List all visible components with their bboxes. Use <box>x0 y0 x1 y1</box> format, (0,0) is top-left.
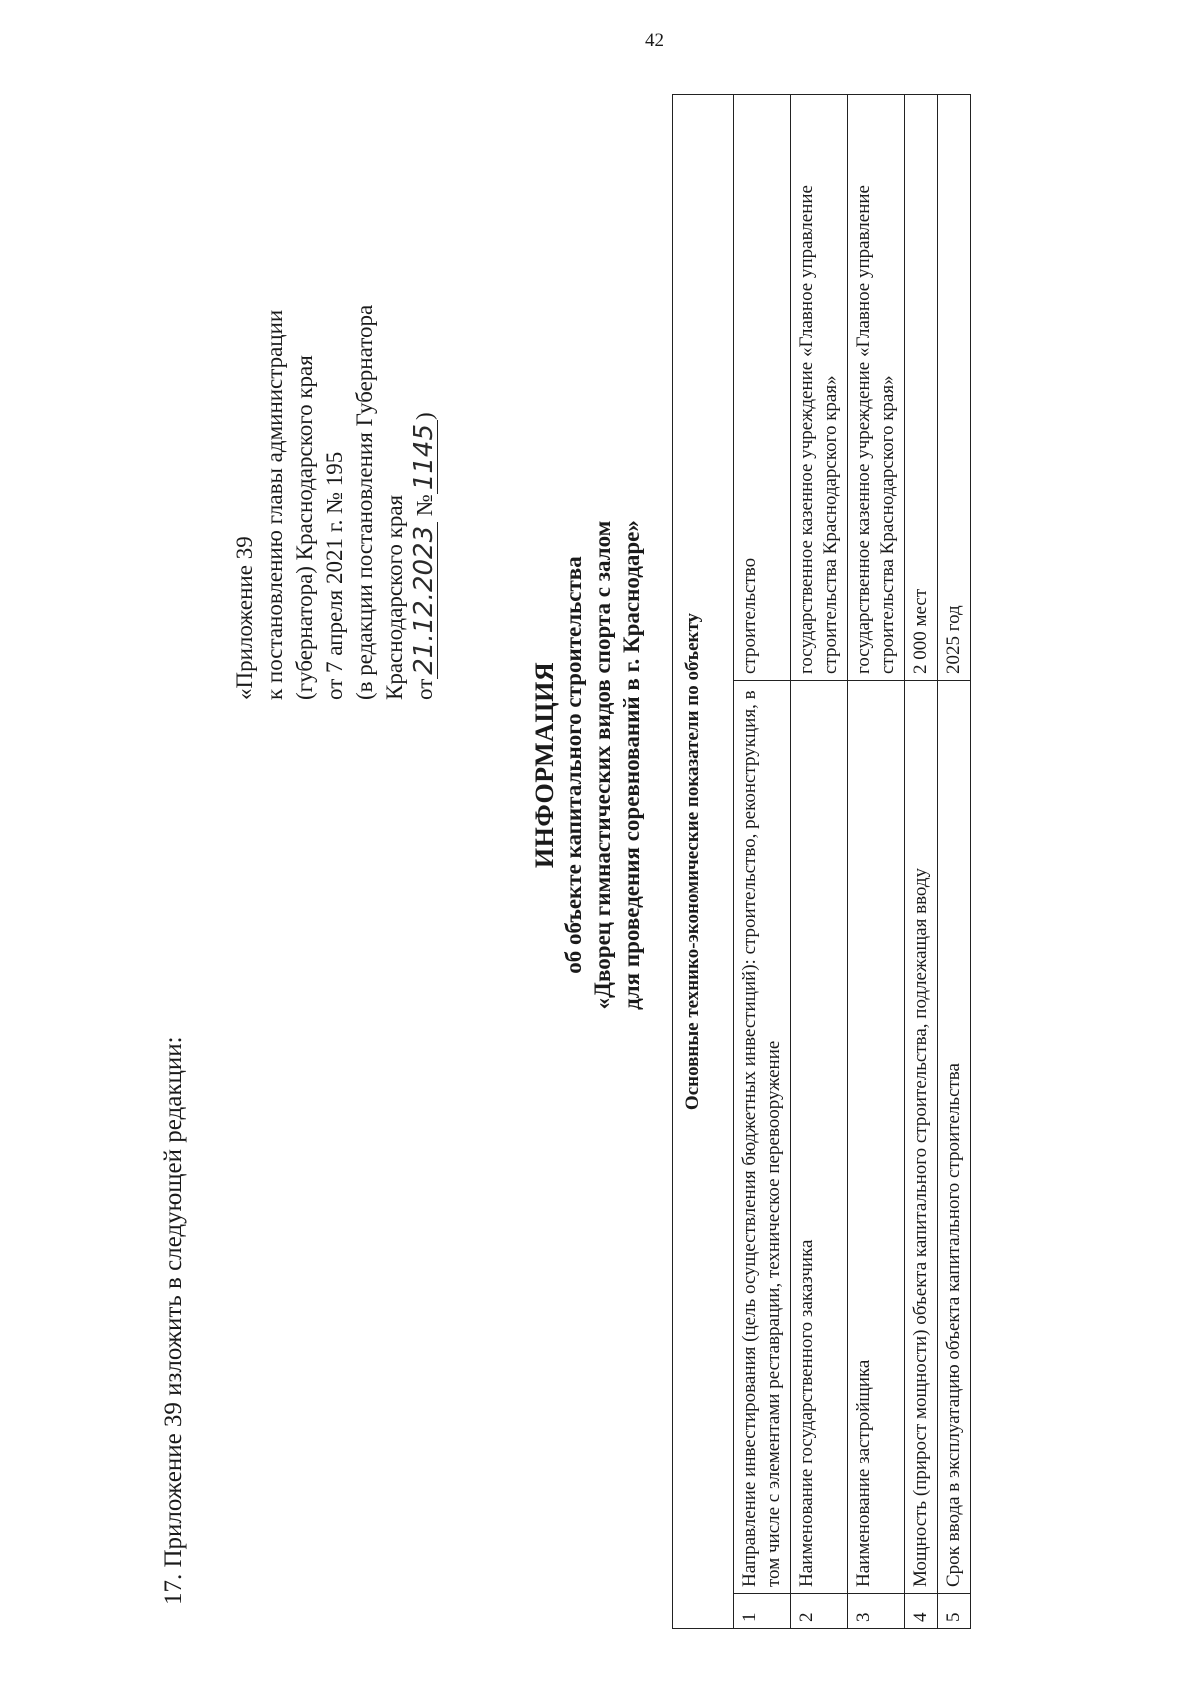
closing-paren: ) <box>412 412 437 420</box>
appendix-line-1: «Приложение 39 <box>232 536 257 700</box>
table-header-row <box>673 95 734 1629</box>
appendix-line-6: Краснодарского края <box>382 494 407 700</box>
table-row <box>938 95 971 1629</box>
title-line-2: об объекте капитального строительства <box>561 556 586 974</box>
row-number: 4 <box>905 1594 938 1629</box>
row-number: 5 <box>938 1594 971 1629</box>
row-label: Направление инвестирования (цель осуществления бюджетных инвестиций): строительство, реконструкция, в том числе с элементами реставрации, техническое перевооружение <box>734 681 791 1594</box>
row-value: государственное казенное учреждение «Главное управление строительства Краснодарского края» <box>848 95 905 681</box>
title-main: ИНФОРМАЦИЯ <box>530 661 559 869</box>
appendix-line-4: от 7 апреля 2021 г. № 195 <box>322 451 347 700</box>
appendix-line-2: к постановлению главы администрации <box>262 309 287 700</box>
row-value: 2 000 мест <box>905 95 938 681</box>
appendix-header <box>230 305 440 700</box>
row-value: строительство <box>734 95 791 681</box>
table-row <box>734 95 791 1629</box>
rotated-document-body <box>160 75 1200 1635</box>
appendix-line-5: (в редакции постановления Губернатора <box>352 304 377 700</box>
appendix-signature-line <box>410 305 440 700</box>
table-row <box>905 95 938 1629</box>
row-number: 3 <box>848 1594 905 1629</box>
title-line-3: «Дворец гимнастических видов спорта с залом <box>590 520 615 1010</box>
row-value: 2025 год <box>938 95 971 681</box>
row-label: Срок ввода в эксплуатацию объекта капитального строительства <box>938 681 971 1594</box>
row-label: Наименование государственного заказчика <box>791 681 848 1594</box>
number-sign: № <box>412 494 437 517</box>
table-row <box>848 95 905 1629</box>
appendix-line-3: (губернатора) Краснодарского края <box>292 355 317 700</box>
row-label: Мощность (прирост мощности) объекта капитального строительства, подлежащая вводу <box>905 681 938 1594</box>
row-number: 1 <box>734 1594 791 1629</box>
row-number: 2 <box>791 1594 848 1629</box>
document-title <box>530 415 646 1115</box>
row-value: государственное казенное учреждение «Главное управление строительства Краснодарского края» <box>791 95 848 681</box>
from-prefix: от <box>412 678 437 700</box>
table-row <box>791 95 848 1629</box>
row-label: Наименование застройщика <box>848 681 905 1594</box>
indicators-table <box>672 94 971 1629</box>
intro-text: 17. Приложение 39 изложить в следующей редакции: <box>160 1036 187 1605</box>
table-header: Основные технико-экономические показатели по объекту <box>673 95 734 1629</box>
handwritten-date: 21.12.2023 <box>411 522 438 679</box>
title-line-4: для проведения соревнований в г. Краснодаре» <box>619 520 644 1010</box>
handwritten-number: 1145 <box>411 420 438 494</box>
page-number: 42 <box>645 30 664 51</box>
